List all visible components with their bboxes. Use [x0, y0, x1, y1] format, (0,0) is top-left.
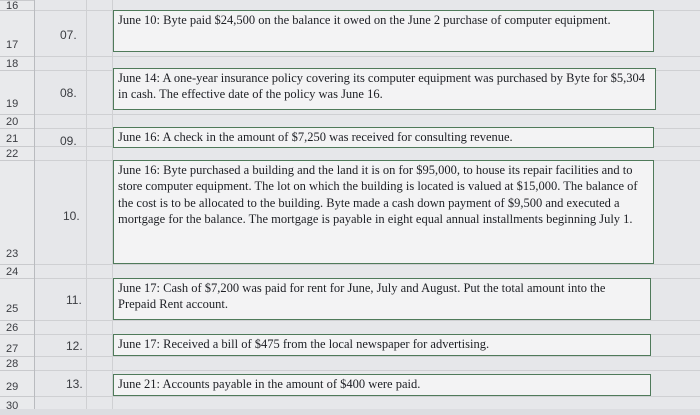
- transaction-cell[interactable]: [113, 278, 651, 320]
- transaction-cell[interactable]: [113, 374, 651, 396]
- row-number[interactable]: 22: [0, 146, 34, 160]
- row-number[interactable]: 25: [0, 278, 34, 320]
- transaction-text: June 17: Cash of $7,200 was paid for rent for June, July and August. Put the total amount into the Prepaid Rent account.: [118, 281, 606, 311]
- row-number[interactable]: 27: [0, 334, 34, 356]
- row-number[interactable]: 17: [0, 10, 34, 56]
- entry-number[interactable]: 09.: [60, 134, 77, 148]
- column-divider: [86, 0, 87, 409]
- row-number[interactable]: 26: [0, 320, 34, 334]
- transaction-text: June 10: Byte paid $24,500 on the balance it owed on the June 2 purchase of computer equipment.: [118, 13, 611, 27]
- transaction-text: June 17: Received a bill of $475 from the local newspaper for advertising.: [118, 337, 490, 351]
- row-number[interactable]: 23: [0, 160, 34, 264]
- entry-number[interactable]: 12.: [66, 339, 83, 353]
- row-line: [34, 356, 700, 357]
- transaction-cell[interactable]: [113, 127, 654, 148]
- transaction-text: June 16: A check in the amount of $7,250 was received for consulting revenue.: [118, 130, 513, 144]
- row-number[interactable]: 29: [0, 370, 34, 396]
- transaction-text: June 16: Byte purchased a building and the land it is on for $95,000, to house its repair facilities and to store computer equipment. The lot on which the building is located is valued at $15,000. The balance of the cost is to be allocated to the building. Byte made a cash down payment of $9,500 and executed a mortgage for the balance. The mortgage is payable in eight equal annual installments beginning July 1.: [118, 163, 638, 227]
- transaction-cell[interactable]: [113, 10, 654, 52]
- row-number[interactable]: 20: [0, 114, 34, 128]
- entry-number[interactable]: 13.: [66, 377, 83, 391]
- transaction-text: June 21: Accounts payable in the amount of $400 were paid.: [118, 377, 421, 391]
- entry-number[interactable]: 10.: [63, 209, 80, 223]
- row-number[interactable]: 21: [0, 128, 34, 146]
- row-number[interactable]: 24: [0, 264, 34, 278]
- row-line: [34, 370, 700, 371]
- row-number[interactable]: 19: [0, 70, 34, 114]
- entry-number[interactable]: 07.: [60, 28, 77, 42]
- transaction-cell[interactable]: [113, 334, 651, 356]
- row-number[interactable]: 28: [0, 356, 34, 370]
- transaction-text: June 14: A one-year insurance policy covering its computer equipment was purchased by Byte for $5,304 in cash. The effective date of the policy was June 16.: [118, 71, 645, 101]
- entry-number[interactable]: 08.: [60, 86, 77, 100]
- row-number-column: [0, 0, 35, 412]
- transaction-cell[interactable]: [113, 68, 656, 110]
- row-number[interactable]: 16: [0, 0, 34, 10]
- row-number[interactable]: 18: [0, 56, 34, 70]
- entry-number[interactable]: 11.: [66, 293, 82, 307]
- row-number[interactable]: 30: [0, 396, 34, 409]
- transaction-cell[interactable]: [113, 160, 654, 264]
- row-line: [34, 396, 700, 397]
- row-line: [34, 320, 700, 321]
- row-line: [34, 56, 700, 57]
- row-line: [34, 114, 700, 115]
- row-line: [34, 264, 700, 265]
